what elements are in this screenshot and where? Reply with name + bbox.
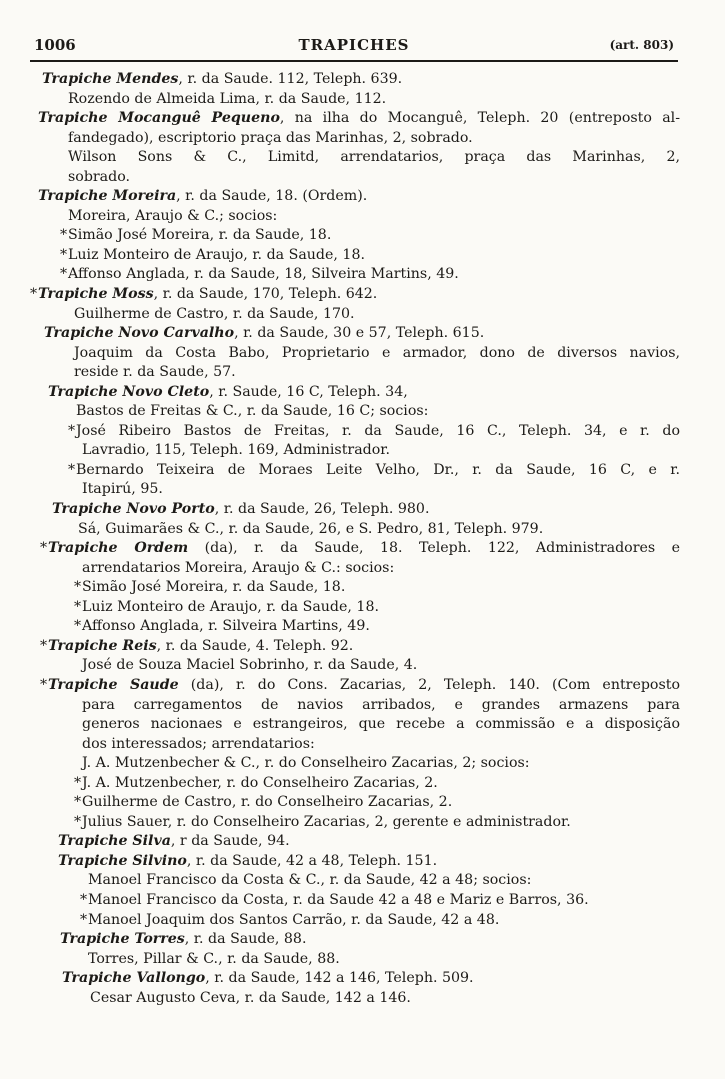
trapiche-name: Trapiche Torres <box>60 931 185 948</box>
entry-text: (da), r. da Saude, 18. Teleph. 122, Administradores e <box>188 540 680 557</box>
asterisk-mark: * <box>40 637 48 654</box>
trapiche-name: Trapiche Reis <box>48 637 157 654</box>
entry-text: , r. da Saude. 112, Teleph. 639. <box>178 71 403 87</box>
entry-line <box>30 559 680 579</box>
entry-text: Rozendo de Almeida Lima, r. da Saude, 112. <box>68 90 387 107</box>
entry-heading <box>30 70 680 90</box>
entry-line <box>30 207 680 227</box>
entry-text: Guilherme de Castro, r. do Conselheiro Zacarias, 2. <box>82 794 453 811</box>
entry-line <box>30 129 680 149</box>
asterisk-mark: * <box>74 579 82 596</box>
entry-line <box>30 305 680 325</box>
entry-line <box>30 950 680 970</box>
asterisk-mark: * <box>60 246 68 263</box>
entry-line <box>30 598 680 618</box>
entry-line <box>30 363 680 383</box>
entry-text: para carregamentos de navios arribados, e grandes armazens para <box>82 696 680 713</box>
entry-text: José de Souza Maciel Sobrinho, r. da Saude, 4. <box>82 657 418 674</box>
trapiche-name: Trapiche Silva <box>58 833 171 850</box>
entry-heading <box>30 187 680 207</box>
entry-heading <box>30 930 680 950</box>
entry-text: , r. da Saude, 42 a 48, Teleph. 151. <box>186 852 438 869</box>
entry-text: Torres, Pillar & C., r. da Saude, 88. <box>88 950 340 967</box>
asterisk-mark: * <box>40 676 48 693</box>
entry-text: generos nacionaes e estrangeiros, que recebe a commissão e a disposição <box>82 716 680 733</box>
entry-line <box>30 168 680 188</box>
asterisk-mark: * <box>60 227 68 244</box>
entry-line <box>30 656 680 676</box>
entry-line <box>30 422 680 442</box>
trapiche-name: Trapiche Vallongo <box>62 970 206 987</box>
asterisk-mark: * <box>74 618 82 635</box>
entry-line <box>30 911 680 931</box>
entry-line <box>30 989 680 1009</box>
asterisk-mark: * <box>80 911 88 928</box>
entry-text: Bernardo Teixeira de Moraes Leite Velho, Dr., r. da Saude, 16 C, e r. <box>76 461 680 478</box>
entry-text: Affonso Anglada, r. da Saude, 18, Silveira Martins, 49. <box>68 266 459 283</box>
trapiche-name: Trapiche Ordem <box>48 540 189 557</box>
entry-line <box>30 461 680 481</box>
entry-text: Lavradio, 115, Teleph. 169, Administrador. <box>82 442 391 459</box>
asterisk-mark: * <box>40 540 48 557</box>
entry-text: Cesar Augusto Ceva, r. da Saude, 142 a 146. <box>90 989 411 1006</box>
asterisk-mark: * <box>60 266 68 283</box>
entry-text: Manoel Francisco da Costa, r. da Saude 42 a 48 e Mariz e Barros, 36. <box>88 891 589 908</box>
trapiche-name: Trapiche Silvino <box>58 852 187 869</box>
entry-line <box>30 441 680 461</box>
entry-text: José Ribeiro Bastos de Freitas, r. da Saude, 16 C., Teleph. 34, e r. do <box>76 422 680 439</box>
asterisk-mark: * <box>80 891 88 908</box>
entry-text: arrendatarios Moreira, Araujo & C.: socios: <box>82 559 395 576</box>
directory-listing <box>30 70 680 1008</box>
entry-line <box>30 754 680 774</box>
entry-text: Affonso Anglada, r. Silveira Martins, 49. <box>82 618 370 635</box>
entry-text: Bastos de Freitas & C., r. da Saude, 16 C; socios: <box>76 403 429 420</box>
trapiche-name: Trapiche Novo Cleto <box>48 383 210 400</box>
entry-line <box>30 402 680 422</box>
entry-line <box>30 520 680 540</box>
asterisk-mark: * <box>68 422 76 439</box>
entry-text: Manoel Joaquim dos Santos Carrão, r. da Saude, 42 a 48. <box>88 911 500 928</box>
entry-heading <box>30 324 680 344</box>
entry-text: J. A. Mutzenbecher, r. do Conselheiro Zacarias, 2. <box>82 774 438 791</box>
entry-line <box>30 617 680 637</box>
entry-heading <box>30 969 680 989</box>
entry-text: Moreira, Araujo & C.; socios: <box>68 207 278 224</box>
trapiche-name: Trapiche Mendes <box>42 71 179 87</box>
entry-line <box>30 265 680 285</box>
entry-text: , r. da Saude, 30 e 57, Teleph. 615. <box>234 325 485 342</box>
entry-heading <box>30 539 680 559</box>
entry-text: Simão José Moreira, r. da Saude, 18. <box>68 227 332 244</box>
entry-text: Joaquim da Costa Babo, Proprietario e armador, dono de diversos navios, <box>74 344 680 361</box>
entry-line <box>30 90 680 110</box>
entry-line <box>30 735 680 755</box>
entry-line <box>30 578 680 598</box>
trapiche-name: Trapiche Novo Porto <box>52 501 215 518</box>
entry-text: , r. da Saude, 18. (Ordem). <box>176 188 368 205</box>
entry-text: , r. da Saude, 88. <box>184 931 307 948</box>
entry-heading <box>30 637 680 657</box>
entry-text: , r. da Saude, 26, Teleph. 980. <box>214 501 430 518</box>
asterisk-mark: * <box>74 774 82 791</box>
page-header <box>34 34 674 60</box>
article-reference: (art. 803) <box>609 38 674 52</box>
asterisk-mark: * <box>74 794 82 811</box>
entry-heading <box>30 852 680 872</box>
entry-text: , na ilha do Mocanguê, Teleph. 20 (entreposto al- <box>279 110 680 127</box>
header-rule <box>30 60 678 62</box>
entry-text: sobrado. <box>68 168 131 185</box>
entry-text: Wilson Sons & C., Limitd, arrendatarios, praça das Marinhas, 2, <box>68 149 680 166</box>
asterisk-mark: * <box>30 286 38 303</box>
entry-heading <box>30 383 680 403</box>
entry-text: , r. da Saude, 4. Teleph. 92. <box>156 637 354 654</box>
entry-text: , r. da Saude, 142 a 146, Teleph. 509. <box>205 970 474 987</box>
entry-line <box>30 793 680 813</box>
entry-heading <box>30 285 680 305</box>
entry-heading <box>30 500 680 520</box>
entry-line <box>30 774 680 794</box>
entry-text: , r da Saude, 94. <box>170 833 290 850</box>
entry-text: Itapirú, 95. <box>82 481 163 498</box>
entry-text: Guilherme de Castro, r. da Saude, 170. <box>74 305 355 322</box>
entry-text: Luiz Monteiro de Araujo, r. da Saude, 18. <box>68 246 365 263</box>
entry-line <box>30 246 680 266</box>
trapiche-name: Trapiche Novo Carvalho <box>44 325 235 342</box>
entry-line <box>30 891 680 911</box>
entry-heading <box>30 676 680 696</box>
trapiche-name: Trapiche Saude <box>48 676 179 693</box>
asterisk-mark: * <box>74 598 82 615</box>
entry-line <box>30 813 680 833</box>
entry-heading <box>30 109 680 129</box>
trapiche-name: Trapiche Moreira <box>38 188 177 205</box>
entry-line <box>30 696 680 716</box>
entry-heading <box>30 832 680 852</box>
entry-line <box>30 715 680 735</box>
asterisk-mark: * <box>74 813 82 830</box>
entry-text: , r. da Saude, 170, Teleph. 642. <box>153 286 378 303</box>
entry-line <box>30 344 680 364</box>
entry-text: (da), r. do Cons. Zacarias, 2, Teleph. 140. (Com entreposto <box>178 676 680 693</box>
entry-text: , r. Saude, 16 C, Teleph. 34, <box>209 383 408 400</box>
entry-text: Sá, Guimarães & C., r. da Saude, 26, e S. Pedro, 81, Teleph. 979. <box>78 520 544 537</box>
entry-text: J. A. Mutzenbecher & C., r. do Conselheiro Zacarias, 2; socios: <box>82 755 530 772</box>
entry-line <box>30 148 680 168</box>
entry-text: Julius Sauer, r. do Conselheiro Zacarias, 2, gerente e administrador. <box>82 813 571 830</box>
entry-text: Luiz Monteiro de Araujo, r. da Saude, 18. <box>82 598 379 615</box>
entry-line <box>30 480 680 500</box>
entry-text: reside r. da Saude, 57. <box>74 364 236 381</box>
asterisk-mark: * <box>68 461 76 478</box>
entry-text: Simão José Moreira, r. da Saude, 18. <box>82 579 346 596</box>
page-number: 1006 <box>34 36 76 54</box>
entry-text: dos interessados; arrendatarios: <box>82 735 315 752</box>
trapiche-name: Trapiche Mocanguê Pequeno <box>38 110 280 127</box>
entry-text: fandegado), escriptorio praça das Marinhas, 2, sobrado. <box>68 129 473 146</box>
entry-text: Manoel Francisco da Costa & C., r. da Saude, 42 a 48; socios: <box>88 872 532 889</box>
entry-line <box>30 871 680 891</box>
page-title: TRAPICHES <box>298 36 410 54</box>
trapiche-name: Trapiche Moss <box>38 286 154 303</box>
entry-line <box>30 226 680 246</box>
